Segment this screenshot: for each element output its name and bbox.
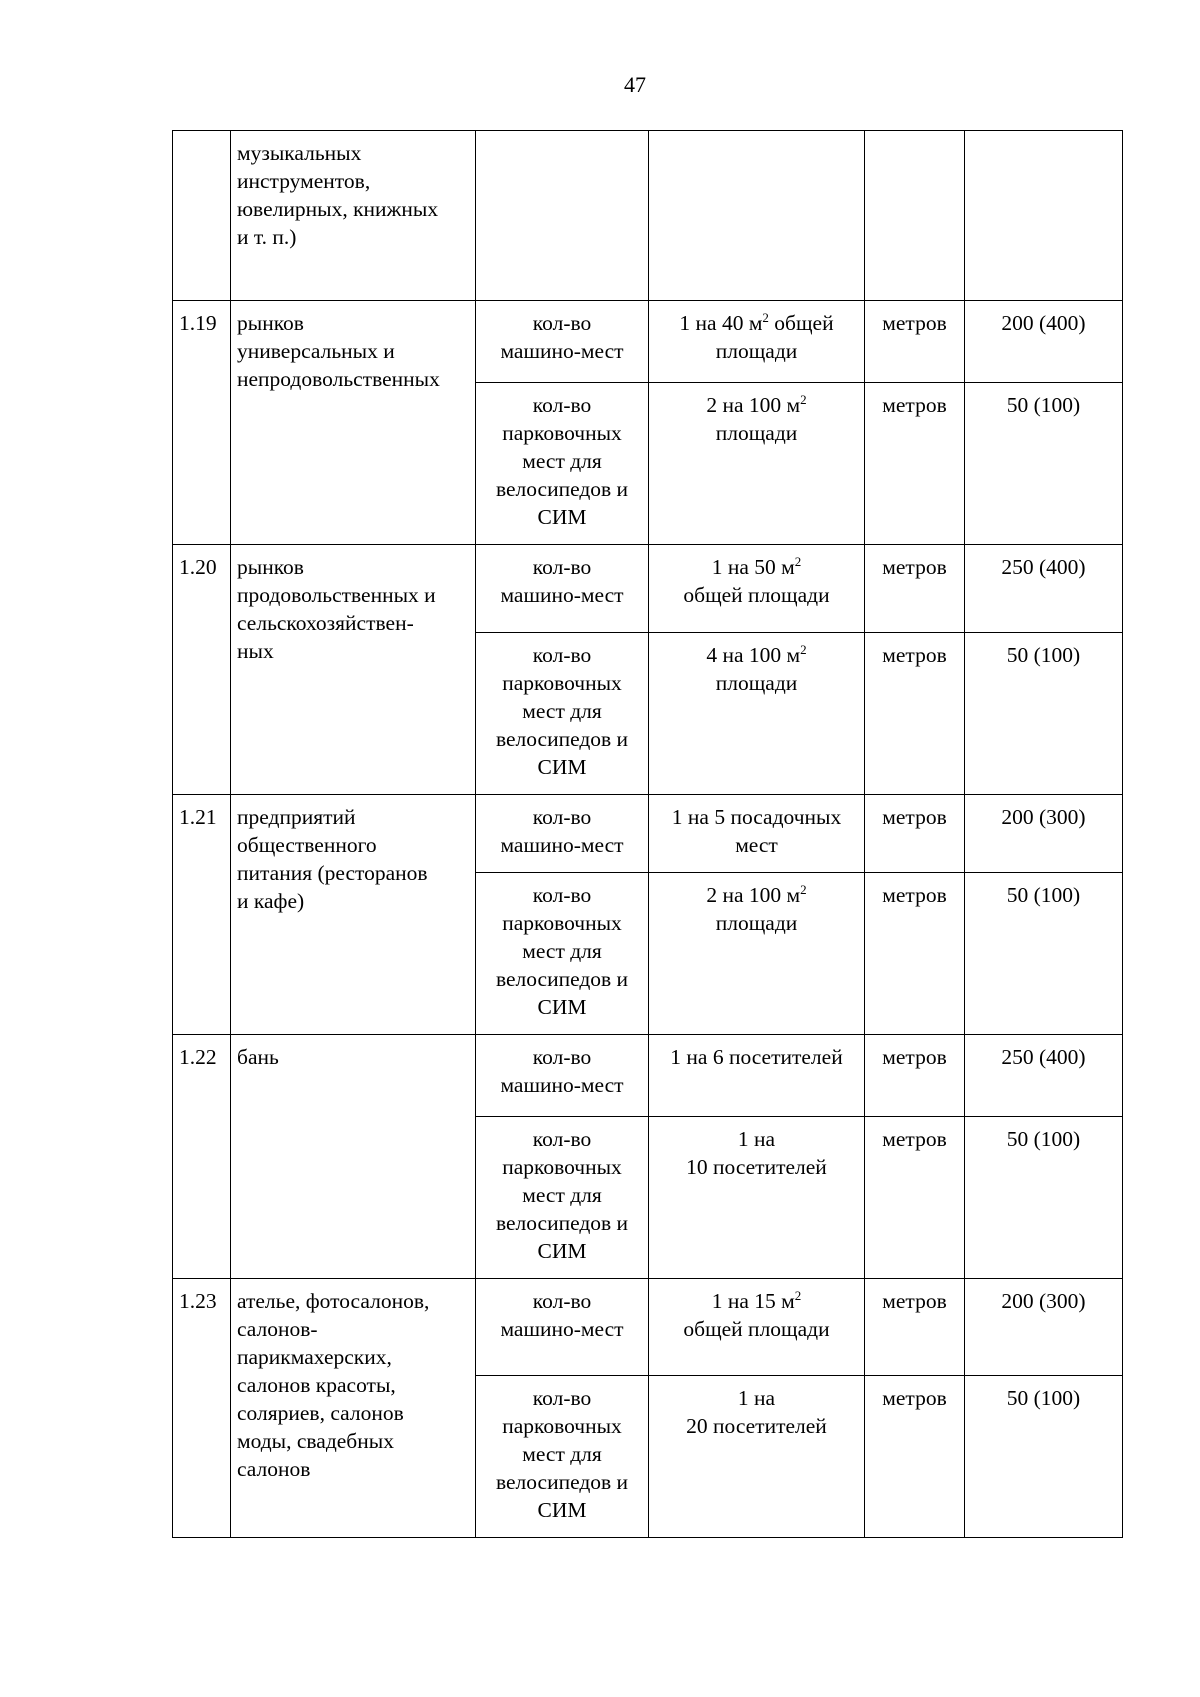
unit-cell: метров bbox=[865, 1279, 965, 1376]
distance-cell bbox=[965, 131, 1123, 301]
unit-cell: метров bbox=[865, 383, 965, 545]
norm-text bbox=[672, 805, 841, 857]
norm-cell bbox=[649, 873, 865, 1035]
distance-cell: 50 (100) bbox=[965, 633, 1123, 795]
indicator-text: кол-во парковочных мест для велосипедов и СИМ bbox=[495, 1127, 629, 1263]
unit-cell: метров bbox=[865, 1035, 965, 1117]
unit-cell: метров bbox=[865, 795, 965, 873]
norm-text bbox=[683, 1289, 829, 1341]
distance-cell: 50 (100) bbox=[965, 1376, 1123, 1538]
indicator-text: кол-во парковочных мест для велосипедов и СИМ bbox=[495, 393, 629, 529]
object-name-text: рынков универсальных и непродовольственных bbox=[237, 311, 440, 391]
distance-cell: 50 (100) bbox=[965, 1117, 1123, 1279]
norm-cell bbox=[649, 1035, 865, 1117]
object-name bbox=[231, 795, 476, 1035]
norm-cell bbox=[649, 795, 865, 873]
indicator-cell bbox=[476, 131, 649, 301]
row-number bbox=[173, 131, 231, 301]
table-row bbox=[173, 301, 1123, 383]
object-name-text: предприятий общественного питания (ресторанов и кафе) bbox=[237, 805, 428, 913]
norm-cell bbox=[649, 545, 865, 633]
norm-main: 2 на 100 м bbox=[706, 393, 801, 417]
indicator-cell bbox=[476, 1376, 649, 1538]
indicator-text: кол-во машино-мест bbox=[500, 311, 624, 363]
table-row bbox=[173, 1035, 1123, 1117]
row-number: 1.19 bbox=[173, 301, 231, 545]
object-name bbox=[231, 1279, 476, 1538]
norm-text bbox=[683, 555, 829, 607]
norm-cell bbox=[649, 383, 865, 545]
row-number: 1.22 bbox=[173, 1035, 231, 1279]
norm-main: 2 на 100 м bbox=[706, 883, 801, 907]
norm-main: 1 на 15 м bbox=[711, 1289, 795, 1313]
norm-superscript: 2 bbox=[794, 553, 802, 569]
norm-main: 1 на 6 посетителей bbox=[670, 1045, 843, 1069]
norm-superscript: 2 bbox=[800, 641, 807, 657]
object-name bbox=[231, 1035, 476, 1279]
object-name bbox=[231, 301, 476, 545]
table-row bbox=[173, 1279, 1123, 1376]
row-number: 1.23 bbox=[173, 1279, 231, 1538]
distance-cell: 200 (300) bbox=[965, 795, 1123, 873]
indicator-text: кол-во парковочных мест для велосипедов и СИМ bbox=[495, 643, 629, 779]
norm-tail: общей площади bbox=[683, 583, 830, 607]
unit-cell: метров bbox=[865, 1376, 965, 1538]
distance-cell: 50 (100) bbox=[965, 873, 1123, 1035]
norm-superscript: 2 bbox=[762, 309, 769, 325]
norm-main: 1 на 5 посадочных мест bbox=[671, 805, 842, 857]
norm-main: 4 на 100 м bbox=[706, 643, 801, 667]
indicator-cell bbox=[476, 873, 649, 1035]
object-name-text: музыкальных инструментов, ювелирных, книжных и т. п.) bbox=[237, 141, 439, 249]
indicator-cell bbox=[476, 1035, 649, 1117]
indicator-cell bbox=[476, 633, 649, 795]
norm-cell bbox=[649, 1279, 865, 1376]
table-row bbox=[173, 545, 1123, 633]
distance-cell: 50 (100) bbox=[965, 383, 1123, 545]
row-number: 1.21 bbox=[173, 795, 231, 1035]
norm-tail: площади bbox=[715, 911, 798, 935]
norm-main: 1 на 50 м bbox=[711, 555, 795, 579]
indicator-cell bbox=[476, 1279, 649, 1376]
unit-cell: метров bbox=[865, 545, 965, 633]
indicator-text: кол-во машино-мест bbox=[500, 1289, 624, 1341]
distance-cell: 200 (400) bbox=[965, 301, 1123, 383]
unit-cell: метров bbox=[865, 633, 965, 795]
distance-cell: 250 (400) bbox=[965, 1035, 1123, 1117]
indicator-text: кол-во парковочных мест для велосипедов и СИМ bbox=[495, 883, 629, 1019]
indicator-text: кол-во машино-мест bbox=[500, 1045, 624, 1097]
norm-main: 1 на 20 посетителей bbox=[686, 1386, 827, 1438]
indicator-cell bbox=[476, 795, 649, 873]
indicator-cell bbox=[476, 301, 649, 383]
unit-cell: метров bbox=[865, 1117, 965, 1279]
norm-tail: общей площади bbox=[683, 1317, 830, 1341]
distance-cell: 250 (400) bbox=[965, 545, 1123, 633]
norm-main: 1 на 40 м bbox=[679, 311, 763, 335]
parking-norms-table bbox=[172, 130, 1123, 1538]
object-name-text: рынков продовольственных и сельскохозяйствен- ных bbox=[237, 555, 436, 663]
object-name bbox=[231, 131, 476, 301]
row-number: 1.20 bbox=[173, 545, 231, 795]
indicator-cell bbox=[476, 545, 649, 633]
norm-superscript: 2 bbox=[794, 1287, 802, 1303]
table-row bbox=[173, 795, 1123, 873]
indicator-cell bbox=[476, 383, 649, 545]
norm-superscript: 2 bbox=[800, 881, 807, 897]
norm-tail: площади bbox=[715, 671, 798, 695]
indicator-cell bbox=[476, 1117, 649, 1279]
unit-cell: метров bbox=[865, 873, 965, 1035]
distance-cell: 200 (300) bbox=[965, 1279, 1123, 1376]
norm-text bbox=[686, 1127, 827, 1179]
page-number: 47 bbox=[624, 72, 646, 97]
norm-cell bbox=[649, 1117, 865, 1279]
norm-tail: общей площади bbox=[715, 311, 834, 363]
norm-text bbox=[679, 311, 833, 363]
norm-superscript: 2 bbox=[800, 391, 807, 407]
norm-text bbox=[706, 883, 806, 935]
norm-cell bbox=[649, 301, 865, 383]
norm-text bbox=[706, 643, 806, 695]
norm-main: 1 на 10 посетителей bbox=[686, 1127, 827, 1179]
norm-text bbox=[670, 1045, 842, 1069]
norm-text bbox=[686, 1386, 827, 1438]
object-name-text: ателье, фотосалонов, салонов- парикмахерских, салонов красоты, соляриев, салонов моды, свадебных салонов bbox=[237, 1289, 430, 1481]
unit-cell bbox=[865, 131, 965, 301]
norm-cell bbox=[649, 131, 865, 301]
indicator-text: кол-во машино-мест bbox=[500, 805, 624, 857]
object-name bbox=[231, 545, 476, 795]
indicator-text: кол-во парковочных мест для велосипедов и СИМ bbox=[495, 1386, 629, 1522]
unit-cell: метров bbox=[865, 301, 965, 383]
object-name-text: бань bbox=[237, 1045, 279, 1069]
norm-text bbox=[706, 393, 806, 445]
norm-tail: площади bbox=[715, 421, 798, 445]
norm-cell bbox=[649, 1376, 865, 1538]
indicator-text: кол-во машино-мест bbox=[500, 555, 624, 607]
table-row bbox=[173, 131, 1123, 301]
norm-cell bbox=[649, 633, 865, 795]
